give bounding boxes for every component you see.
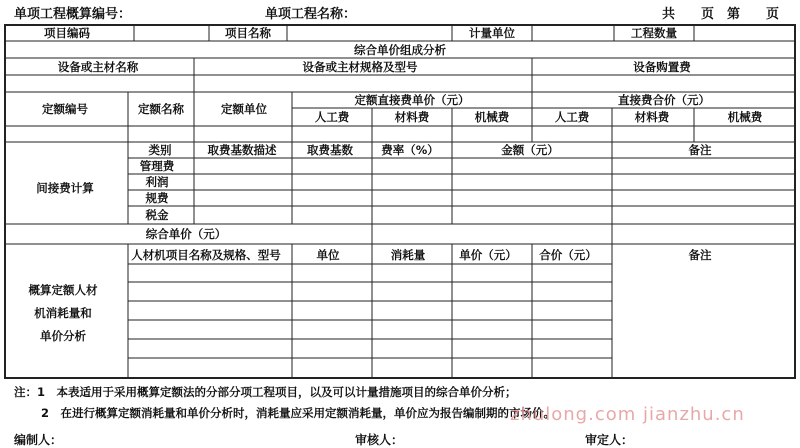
resource-unit-header: 单位 (316, 248, 340, 262)
resource-remark-header: 备注 (688, 248, 712, 262)
resource-section-line3: 单价分析 (40, 329, 86, 343)
item-code-header: 项目编码 (44, 26, 90, 40)
quantity-header: 工程数量 (631, 26, 677, 40)
indirect-cost-section: 间接费计算 (36, 181, 94, 195)
resource-section-line1: 概算定额人材 (28, 283, 98, 297)
quota-unit-header: 定额单位 (221, 102, 267, 116)
total-price-header: 合价（元） (539, 248, 597, 262)
preparer-label: 编制人： (14, 433, 63, 447)
item-name-header: 项目名称 (225, 26, 271, 40)
material-cost-header: 材料费 (394, 110, 430, 124)
measure-unit-header: 计量单位 (469, 26, 515, 40)
composite-unit-price: 综合单价（元） (145, 227, 227, 241)
resource-name-spec-header: 人材机项目名称及规格、型号 (131, 248, 281, 262)
reviewer-label: 审核人： (355, 433, 404, 447)
note-2: 2 在进行概算定额消耗量和单价分析时，消耗量应采用定额消耗量，单价应为报告编制期的市场价。 (41, 406, 555, 420)
unit-price-header: 单价（元） (459, 248, 517, 262)
basis-header: 取费基数 (307, 143, 353, 157)
approver-label: 审定人： (585, 433, 634, 447)
consumption-header: 消耗量 (390, 248, 426, 262)
rate-header: 费率（%） (381, 143, 439, 157)
page-info: 共 页 第 页 (662, 7, 780, 22)
material-total-header: 材料费 (634, 110, 670, 124)
equipment-spec-header: 设备或主材规格及型号 (302, 60, 418, 74)
section-title: 综合单价组成分析 (354, 43, 446, 57)
quota-code-header: 定额编号 (42, 102, 88, 116)
category-header: 类别 (148, 143, 172, 157)
resource-section-line2: 机消耗量和 (34, 306, 92, 320)
profit-row: 利润 (145, 175, 169, 189)
tax-row: 税金 (145, 208, 169, 222)
equipment-name-header: 设备或主材名称 (57, 60, 139, 74)
machine-total-header: 机械费 (727, 110, 763, 124)
machine-cost-header: 机械费 (474, 110, 510, 124)
equipment-cost-header: 设备购置费 (633, 60, 691, 74)
estimate-code-label: 单项工程概算编号： (14, 7, 132, 22)
basis-desc-header: 取费基数描述 (207, 143, 277, 157)
management-fee-row: 管理费 (139, 159, 175, 173)
quota-unit-price-group: 定额直接费单价（元） (354, 93, 470, 107)
watermark: zhulong.com jianzhu.cn (510, 404, 745, 425)
regulatory-fee-row: 规费 (145, 191, 169, 205)
project-name-label: 单项工程名称： (265, 7, 357, 22)
amount-header: 金额（元） (501, 143, 559, 157)
labor-total-header: 人工费 (554, 110, 590, 124)
note-1: 注：1 本表适用于采用概算定额法的分部分项工程项目，以及可以计量措施项目的综合单价分析； (14, 385, 517, 399)
remark-header: 备注 (688, 143, 712, 157)
analysis-table-grid (4, 24, 796, 379)
labor-cost-header: 人工费 (314, 110, 350, 124)
direct-total-group: 直接费合价（元） (618, 93, 710, 107)
quota-name-header: 定额名称 (138, 102, 184, 116)
